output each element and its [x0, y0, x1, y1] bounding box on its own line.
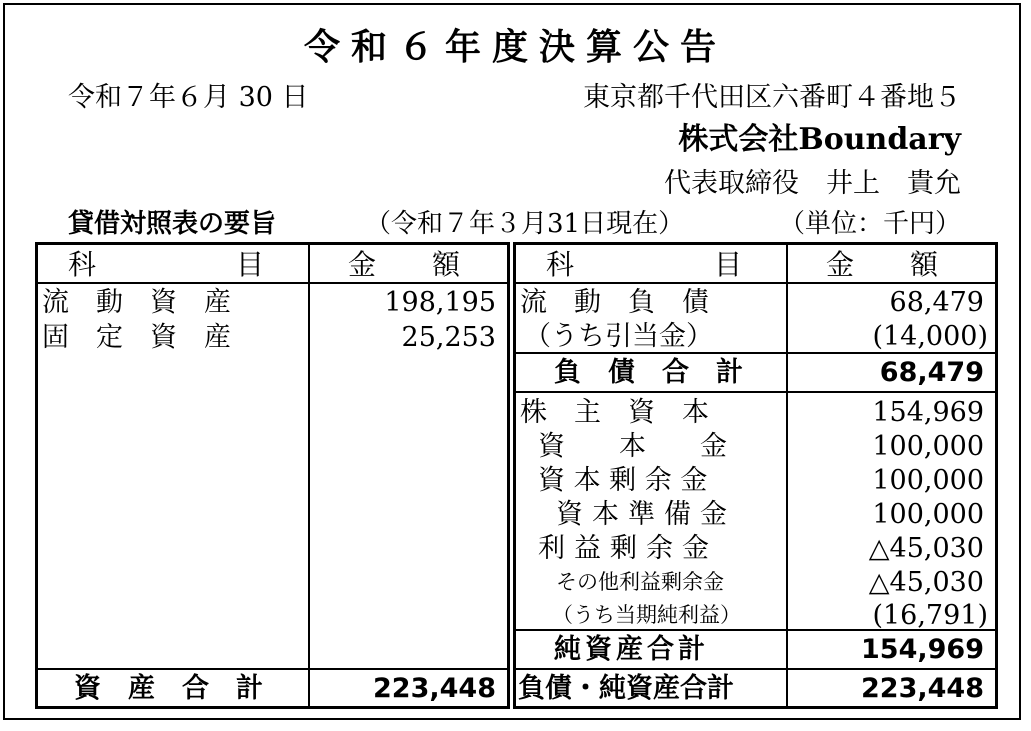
shareholders-equity-value: 154,969 [872, 397, 984, 428]
liab-item-header: 科 目 [546, 248, 743, 281]
representative: 代表取締役 井上 貴允 [664, 168, 961, 199]
other-retained-earnings-value: △45,030 [868, 567, 984, 598]
total-equity-value: 154,969 [861, 634, 984, 665]
fixed-assets-value: 25,253 [401, 322, 496, 353]
bs-as-of-date: （令和７年３月31日現在） [365, 209, 685, 239]
capital-reserve-value: 100,000 [872, 499, 984, 530]
total-liabilities-value: 68,479 [879, 357, 984, 388]
capital-surplus-label: 資 本 剰 余 金 [538, 465, 708, 496]
liabilities-equity-table [513, 242, 998, 709]
current-liabilities-value: 68,479 [889, 287, 984, 318]
total-assets-label: 資 産 合 計 [74, 673, 263, 704]
capital-reserve-label: 資本準備金 [556, 499, 736, 530]
notice-title: 令和６年度決算公告 [303, 27, 727, 68]
current-assets-label: 流 動 資 産 [42, 287, 231, 318]
retained-earnings-label: 利益剰余金 [538, 533, 718, 564]
liab-amount-header: 金 額 [826, 248, 939, 281]
current-assets-value: 198,195 [384, 287, 496, 318]
liabilities-total-top-rule [516, 352, 995, 354]
net-income-value: (16,791) [872, 600, 988, 631]
capital-stock-label: 資 本 金 [538, 431, 727, 462]
shareholders-equity-label: 株 主 資 本 [520, 397, 709, 428]
assets-amount-header: 金 額 [348, 248, 461, 281]
fixed-assets-label: 固 定 資 産 [42, 322, 231, 353]
assets-item-header: 科 目 [68, 248, 265, 281]
company-name: 株式会社Boundary [678, 122, 961, 157]
grand-total-rule [516, 668, 995, 670]
current-liabilities-label: 流 動 負 債 [520, 287, 709, 318]
company-address: 東京都千代田区六番町４番地５ [583, 82, 961, 113]
total-assets-value: 223,448 [373, 673, 496, 704]
total-liabilities-label: 負 債 合 計 [554, 357, 743, 388]
allowance-value: (14,000) [872, 321, 988, 352]
bs-unit: （単位：千円） [778, 209, 961, 239]
other-retained-earnings-label: その他利益剰余金 [556, 570, 724, 594]
liabilities-total-bottom-rule [516, 391, 995, 393]
allowance-label: （うち引当金） [524, 321, 713, 352]
header-rule [38, 282, 507, 284]
net-income-label: （うち当期純利益） [552, 603, 741, 627]
total-liabilities-equity-label: 負債・純資産合計 [518, 673, 734, 704]
assets-table [35, 242, 510, 709]
total-rule [38, 668, 507, 670]
notice-date: 令和７年６月 30 日 [68, 82, 309, 113]
total-equity-label: 純資産合計 [554, 634, 709, 665]
header-rule [516, 282, 995, 284]
retained-earnings-value: △45,030 [868, 533, 984, 564]
total-liabilities-equity-value: 223,448 [861, 673, 984, 704]
bs-heading: 貸借対照表の要旨 [68, 209, 277, 239]
capital-stock-value: 100,000 [872, 431, 984, 462]
capital-surplus-value: 100,000 [872, 465, 984, 496]
